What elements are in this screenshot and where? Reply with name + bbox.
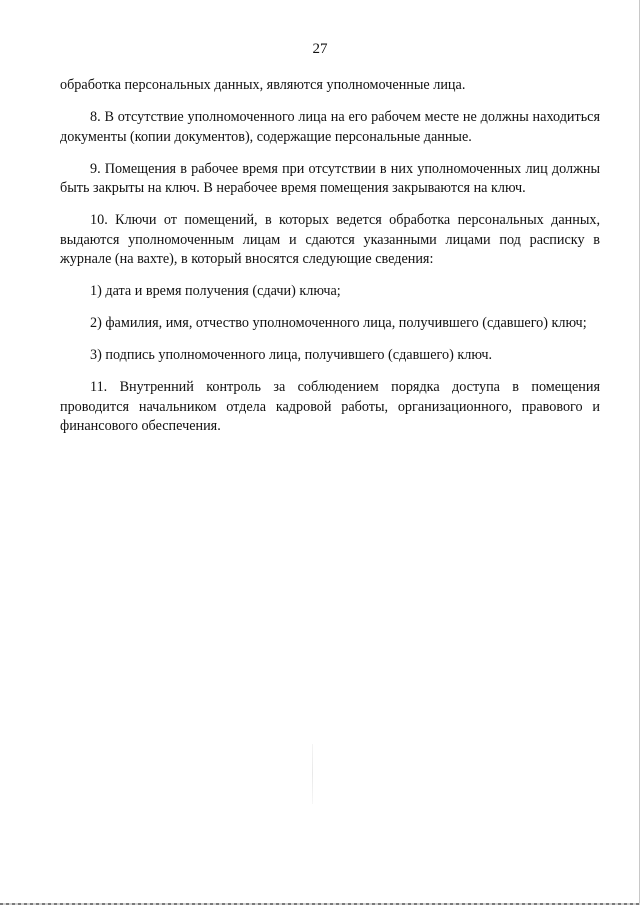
paragraph-item-11: 11. Внутренний контроль за соблюдением порядка доступа в помещения проводится начальником отдела кадровой работы, организационного, правового и финансового обеспечения. bbox=[60, 379, 600, 434]
paragraph-item-9: 9. Помещения в рабочее время при отсутствии в них уполномоченных лиц должны быть закрыты на ключ. В нерабочее время помещения закрываются на ключ. bbox=[60, 160, 600, 196]
paragraph-item-10: 10. Ключи от помещений, в которых ведется обработка персональных данных, выдаются уполномоченным лицам и сдаются указанными лицами под расписку в журнале (на вахте), в который вносятся следующие сведения: bbox=[60, 212, 600, 267]
list-item-3: 3) подпись уполномоченного лица, получившего (сдавшего) ключ. bbox=[90, 347, 493, 363]
paragraph-continuation: обработка персональных данных, являются уполномоченные лица. bbox=[60, 77, 466, 93]
paragraph-item-8: 8. В отсутствие уполномоченного лица на его рабочем месте не должны находиться документы (копии документов), содержащие персональные данные. bbox=[60, 109, 600, 145]
scan-artifact bbox=[312, 744, 313, 804]
list-item-2: 2) фамилия, имя, отчество уполномоченного лица, получившего (сдавшего) ключ; bbox=[90, 315, 587, 331]
list-item-1: 1) дата и время получения (сдачи) ключа; bbox=[90, 283, 341, 299]
document-body bbox=[60, 76, 600, 449]
page-number: 27 bbox=[312, 41, 328, 57]
